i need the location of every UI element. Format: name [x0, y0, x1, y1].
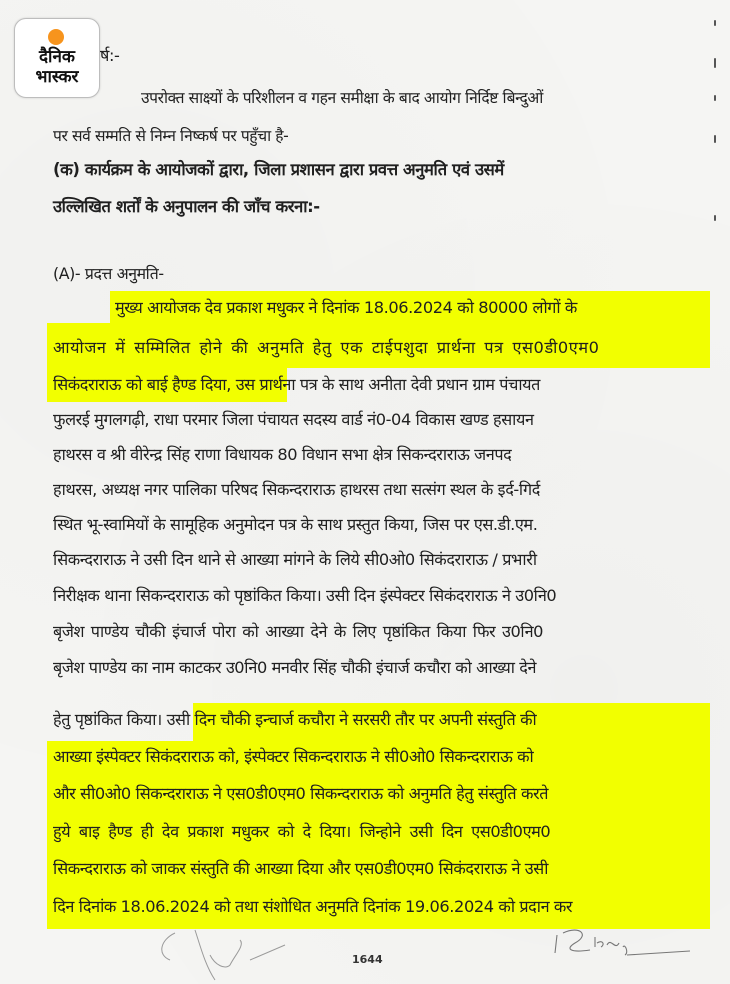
body-line-12-plain: हेतु पृष्ठांकित किया। — [53, 710, 162, 729]
body-line-3 — [53, 373, 540, 397]
logo-text-line1: दैनिक — [39, 47, 75, 67]
body-line-5: हाथरस व श्री वीरेन्द्र सिंह राणा विधायक 80 विधान सभा क्षेत्र सिकन्दराराऊ जनपद — [53, 445, 512, 464]
body-line-9: निरीक्षक थाना सिकन्दराराऊ को पृष्ठांकित किया। उसी दिन इंस्पेक्टर सिकंदराराऊ ने उ0नि0 — [53, 586, 557, 605]
body-line-2: आयोजन में सम्मिलित होने की अनुमति हेतु एक टाईपशुदा प्रार्थना पत्र एस0डी0एम0 — [53, 338, 600, 357]
body-line-17: दिन दिनांक 18.06.2024 को तथा संशोधित अनुमति दिनांक 19.06.2024 को प्रदान कर — [53, 897, 573, 916]
body-line-14: और सी0ओ0 सिकन्दराराऊ ने एस0डी0एम0 सिकन्दराराऊ को अनुमति हेतु संस्तुति करते — [53, 784, 549, 803]
sun-icon — [48, 29, 64, 45]
subheading-line-2: उल्लिखित शर्तों के अनुपालन की जाँच करना:- — [53, 197, 320, 216]
heading-fragment: र्ष:- — [100, 46, 120, 65]
logo-text-line2: भास्कर — [35, 67, 79, 87]
body-line-11: बृजेश पाण्डेय का नाम काटकर उ0नि0 मनवीर सिंह चौकी इंचार्ज कचौरा को आख्या देने — [53, 658, 537, 677]
body-line-4: फुलरई मुगलगढ़ी, राधा परमार जिला पंचायत सदस्य वार्ड नं0-04 विकास खण्ड हसायन — [53, 410, 534, 429]
intro-line-2: पर सर्व सम्मति से निम्न निष्कर्ष पर पहुँचा है- — [53, 127, 289, 145]
dainik-bhaskar-logo — [14, 18, 100, 98]
signature-left — [155, 925, 295, 984]
body-line-12-highlighted: उसी दिन चौकी इन्चार्ज कचौरा ने सरसरी तौर पर अपनी संस्तुति की — [161, 710, 537, 729]
body-line-16: सिकन्दराराऊ को जाकर संस्तुति की आख्या दिया और एस0डी0एम0 सिकंदराराऊ ने उसी — [53, 859, 548, 878]
scan-edge-mark — [714, 215, 716, 221]
body-line-8: सिकन्दराराऊ ने उसी दिन थाने से आख्या मांगने के लिये सी0ओ0 सिकंदराराऊ / प्रभारी — [53, 550, 537, 569]
body-line-3-plain: उस प्रार्थना पत्र के साथ अनीता देवी प्रधान ग्राम पंचायत — [230, 375, 540, 394]
body-line-15: हुये बाइ हैण्ड ही देव प्रकाश मधुकर को दे दिया। जिन्होने उसी दिन एस0डी0एम0 — [53, 822, 551, 841]
intro-line-1: उपरोक्त साक्ष्यों के परिशीलन व गहन समीक्षा के बाद आयोग निर्दिष्ट बिन्दुओं — [141, 89, 543, 107]
signature-right — [545, 925, 705, 970]
body-line-7: स्थित भू-स्वामियों के सामूहिक अनुमोदन पत्र के साथ प्रस्तुत किया, जिस पर एस.डी.एम. — [53, 515, 538, 534]
body-line-6: हाथरस, अध्यक्ष नगर पालिका परिषद सिकन्दराराऊ हाथरस तथा सत्संग स्थल के इर्द-गिर्द — [53, 480, 540, 499]
scan-edge-mark — [714, 58, 716, 68]
section-title: (A)- प्रदत्त अनुमति- — [53, 264, 164, 283]
body-line-13: आख्या इंस्पेक्टर सिकंदराराऊ को, इंस्पेक्टर सिकन्दराराऊ ने सी0ओ0 सिकन्दराराऊ को — [53, 747, 534, 766]
subheading-line-1: (क) कार्यक्रम के आयोजकों द्वारा, जिला प्रशासन द्वारा प्रवत्त अनुमति एवं उसमें — [53, 160, 504, 179]
scan-edge-mark — [714, 20, 716, 26]
body-line-12 — [53, 708, 536, 732]
scan-edge-mark — [714, 95, 716, 101]
body-line-10: बृजेश पाण्डेय चौकी इंचार्ज पोरा को आख्या देने के लिए पृष्ठांकित किया फिर उ0नि0 — [53, 622, 544, 641]
scan-edge-mark — [714, 135, 716, 143]
body-line-1: मुख्य आयोजक देव प्रकाश मधुकर ने दिनांक 18.06.2024 को 80000 लोगों के — [115, 298, 577, 317]
page-number: 1644 — [352, 953, 383, 966]
body-line-3-highlighted: सिकंदराराऊ को बाई हैण्ड दिया, — [53, 375, 231, 394]
